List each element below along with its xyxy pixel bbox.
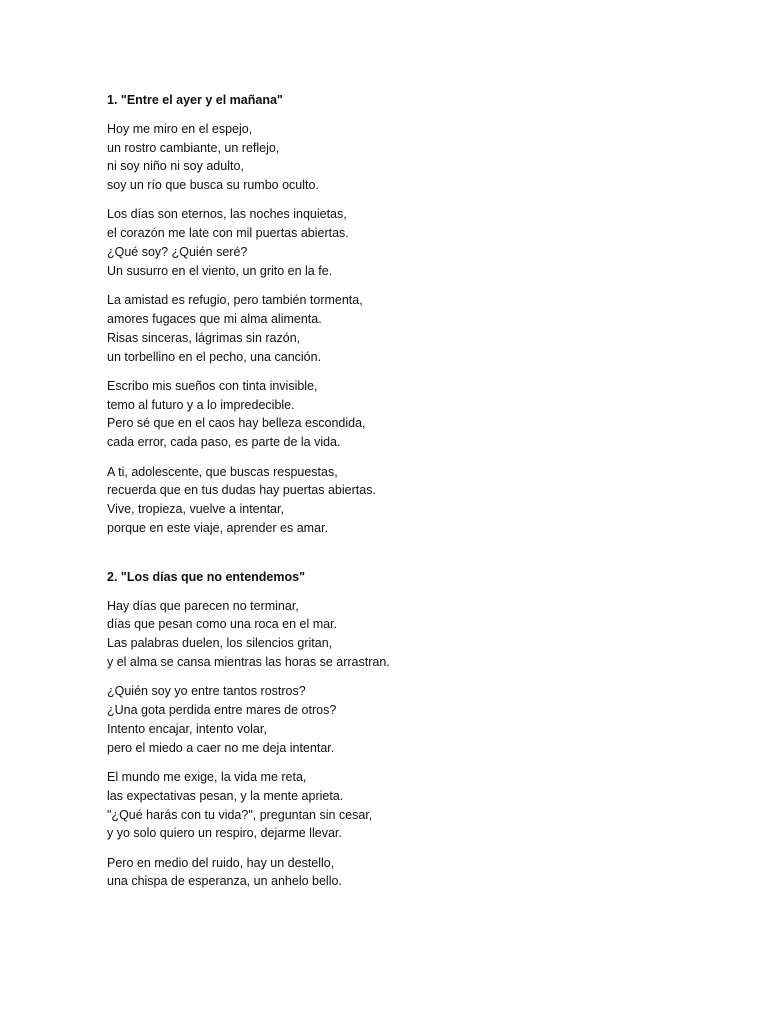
verse-line: ni soy niño ni soy adulto,: [107, 159, 244, 174]
verse-line: Los días son eternos, las noches inquietas,: [107, 207, 347, 222]
verse-line: temo al futuro y a lo impredecible.: [107, 397, 295, 412]
verse-line: Pero sé que en el caos hay belleza escondida,: [107, 416, 366, 431]
stanza: [107, 768, 727, 843]
verse-line: Las palabras duelen, los silencios gritan,: [107, 636, 333, 651]
verse-line: ¿Una gota perdida entre mares de otros?: [107, 703, 337, 718]
verse-line: el corazón me late con mil puertas abiertas.: [107, 226, 349, 241]
stanza: [107, 597, 727, 672]
verse-line: una chispa de esperanza, un anhelo bello.: [107, 874, 342, 889]
verse-line: Vive, tropieza, vuelve a intentar,: [107, 502, 284, 517]
verse-line: soy un río que busca su rumbo oculto.: [107, 178, 319, 193]
verse-line: cada error, cada paso, es parte de la vida.: [107, 435, 341, 450]
poem-title: 1. "Entre el ayer y el mañana": [107, 93, 283, 107]
verse-line: un torbellino en el pecho, una canción.: [107, 349, 322, 364]
stanza: [107, 377, 727, 452]
verse-line: Risas sinceras, lágrimas sin razón,: [107, 330, 301, 345]
verse-line: y el alma se cansa mientras las horas se arrastran.: [107, 654, 390, 669]
poem-1: [107, 91, 727, 538]
verse-line: La amistad es refugio, pero también tormenta,: [107, 293, 363, 308]
verse-line: recuerda que en tus dudas hay puertas abiertas.: [107, 483, 376, 498]
stanza: [107, 120, 727, 195]
document-page: [107, 91, 727, 902]
verse-line: "¿Qué harás con tu vida?", preguntan sin cesar,: [107, 807, 373, 822]
verse-line: pero el miedo a caer no me deja intentar.: [107, 740, 335, 755]
verse-line: A ti, adolescente, que buscas respuestas,: [107, 464, 338, 479]
verse-line: Hoy me miro en el espejo,: [107, 121, 253, 136]
stanza: [107, 291, 727, 366]
poem-title: 2. "Los días que no entendemos": [107, 569, 305, 584]
verse-line: ¿Qué soy? ¿Quién seré?: [107, 245, 248, 260]
verse-line: Pero en medio del ruido, hay un destello,: [107, 855, 335, 870]
verse-line: Un susurro en el viento, un grito en la fe.: [107, 263, 333, 278]
stanza: [107, 463, 727, 538]
verse-line: porque en este viaje, aprender es amar.: [107, 520, 328, 535]
verse-line: un rostro cambiante, un reflejo,: [107, 140, 280, 155]
verse-line: y yo solo quiero un respiro, dejarme llevar.: [107, 826, 342, 841]
verse-line: Hay días que parecen no terminar,: [107, 598, 299, 613]
verse-line: ¿Quién soy yo entre tantos rostros?: [107, 684, 306, 699]
verse-line: El mundo me exige, la vida me reta,: [107, 769, 307, 784]
verse-line: amores fugaces que mi alma alimenta.: [107, 311, 322, 326]
stanza: [107, 205, 727, 280]
verse-line: Intento encajar, intento volar,: [107, 721, 267, 736]
verse-line: Escribo mis sueños con tinta invisible,: [107, 378, 318, 393]
poem-2: [107, 568, 727, 891]
verse-line: las expectativas pesan, y la mente aprieta.: [107, 788, 344, 803]
stanza: [107, 854, 727, 892]
verse-line: días que pesan como una roca en el mar.: [107, 617, 338, 632]
stanza: [107, 682, 727, 757]
